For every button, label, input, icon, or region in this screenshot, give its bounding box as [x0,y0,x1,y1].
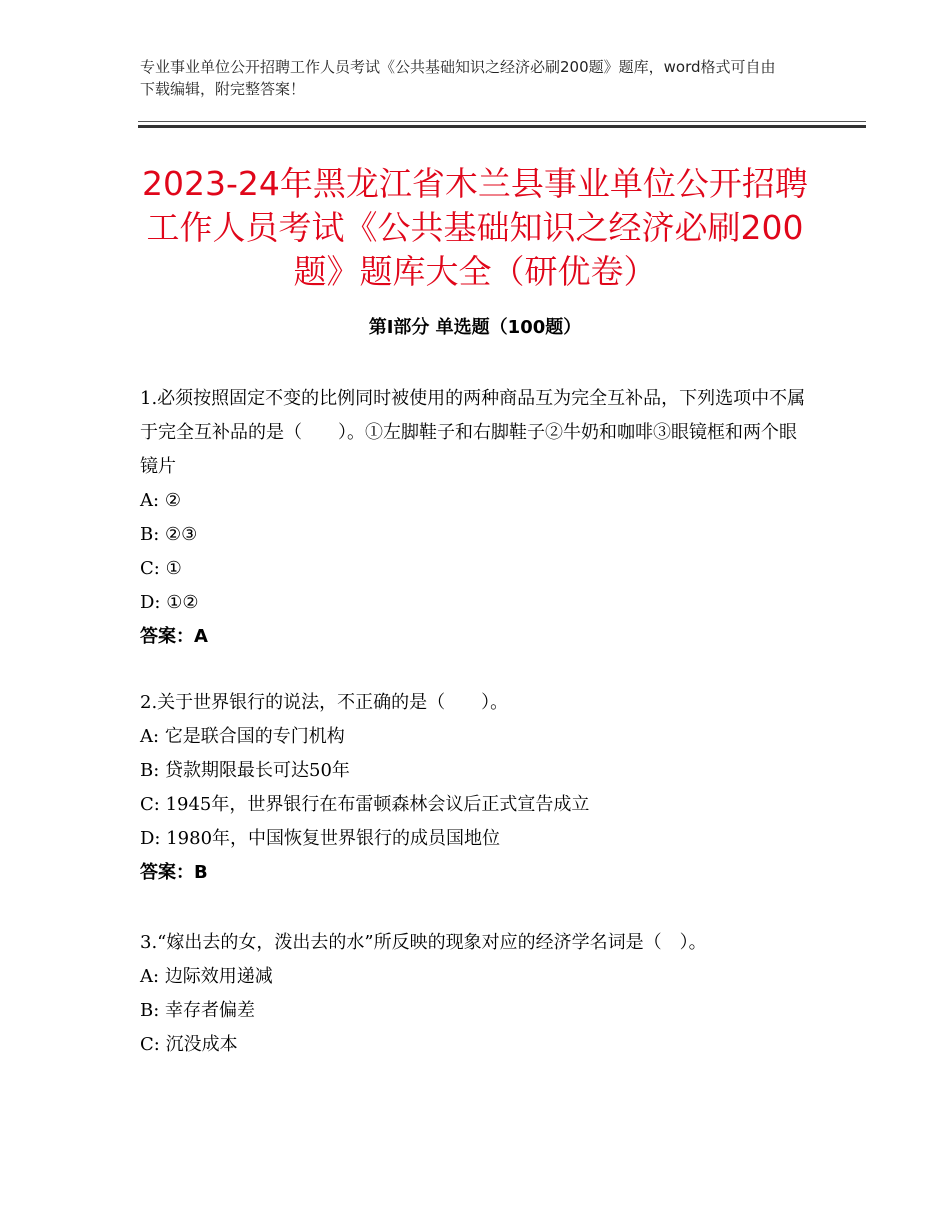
option-key: D: [140,828,161,849]
option-text: 边际效用递减 [164,966,273,987]
option-key: A: [140,726,160,747]
option-a [140,484,810,518]
option-c [140,552,810,586]
option-a [140,960,810,994]
document-header-note: 专业事业单位公开招聘工作人员考试《公共基础知识之经济必刷200题》题库，word格式可自由下载编辑，附完整答案！ [140,58,776,98]
answer-line [140,856,810,890]
option-text: 1980年，中国恢复世界银行的成员国地位 [166,828,501,849]
option-a [140,720,810,754]
question-stem: 3.“嫁出去的女，泼出去的水”所反映的现象对应的经济学名词是（ ）。 [140,932,707,953]
answer-value: A [194,626,208,647]
option-b [140,994,810,1028]
option-key: D: [140,592,161,613]
option-d [140,586,810,620]
question-stem: 2.关于世界银行的说法，不正确的是（ ）。 [140,692,509,713]
question-stem: 1.必须按照固定不变的比例同时被使用的两种商品互为完全互补品，下列选项中不属于完全互补品的是（ ）。①左脚鞋子和右脚鞋子②牛奶和咖啡③眼镜框和两个眼镜片 [140,388,806,477]
section-title: 第Ⅰ部分 单选题（100题） [368,317,582,338]
question-2 [140,686,810,890]
option-key: A: [140,966,160,987]
option-b [140,754,810,788]
header-divider-thick [138,125,866,128]
option-key: B: [140,1000,160,1021]
option-b [140,518,810,552]
option-key: B: [140,760,160,781]
question-1 [140,382,810,654]
question-3 [140,926,810,1062]
option-text: ② [164,490,181,511]
option-text: 1945年，世界银行在布雷顿森林会议后正式宣告成立 [165,794,590,815]
answer-value: B [194,862,208,883]
option-text: 幸存者偏差 [165,1000,256,1021]
answer-label: 答案： [140,862,194,883]
option-key: A: [140,490,160,511]
answer-label: 答案： [140,626,194,647]
option-text: 贷款期限最长可达50年 [165,760,350,781]
option-c [140,788,810,822]
option-key: C: [140,1034,160,1055]
option-c [140,1028,810,1062]
option-text: 它是联合国的专门机构 [164,726,345,747]
option-d [140,822,810,856]
option-key: B: [140,524,160,545]
option-key: C: [140,558,160,579]
option-key: C: [140,794,160,815]
answer-line [140,620,810,654]
option-text: ①② [166,592,199,613]
option-text: 沉没成本 [165,1034,238,1055]
option-text: ① [165,558,182,579]
header-divider-thin [138,121,866,122]
option-text: ②③ [165,524,198,545]
document-title: 2023-24年黑龙江省木兰县事业单位公开招聘工作人员考试《公共基础知识之经济必刷200题》题库大全（研优卷） [142,164,808,291]
